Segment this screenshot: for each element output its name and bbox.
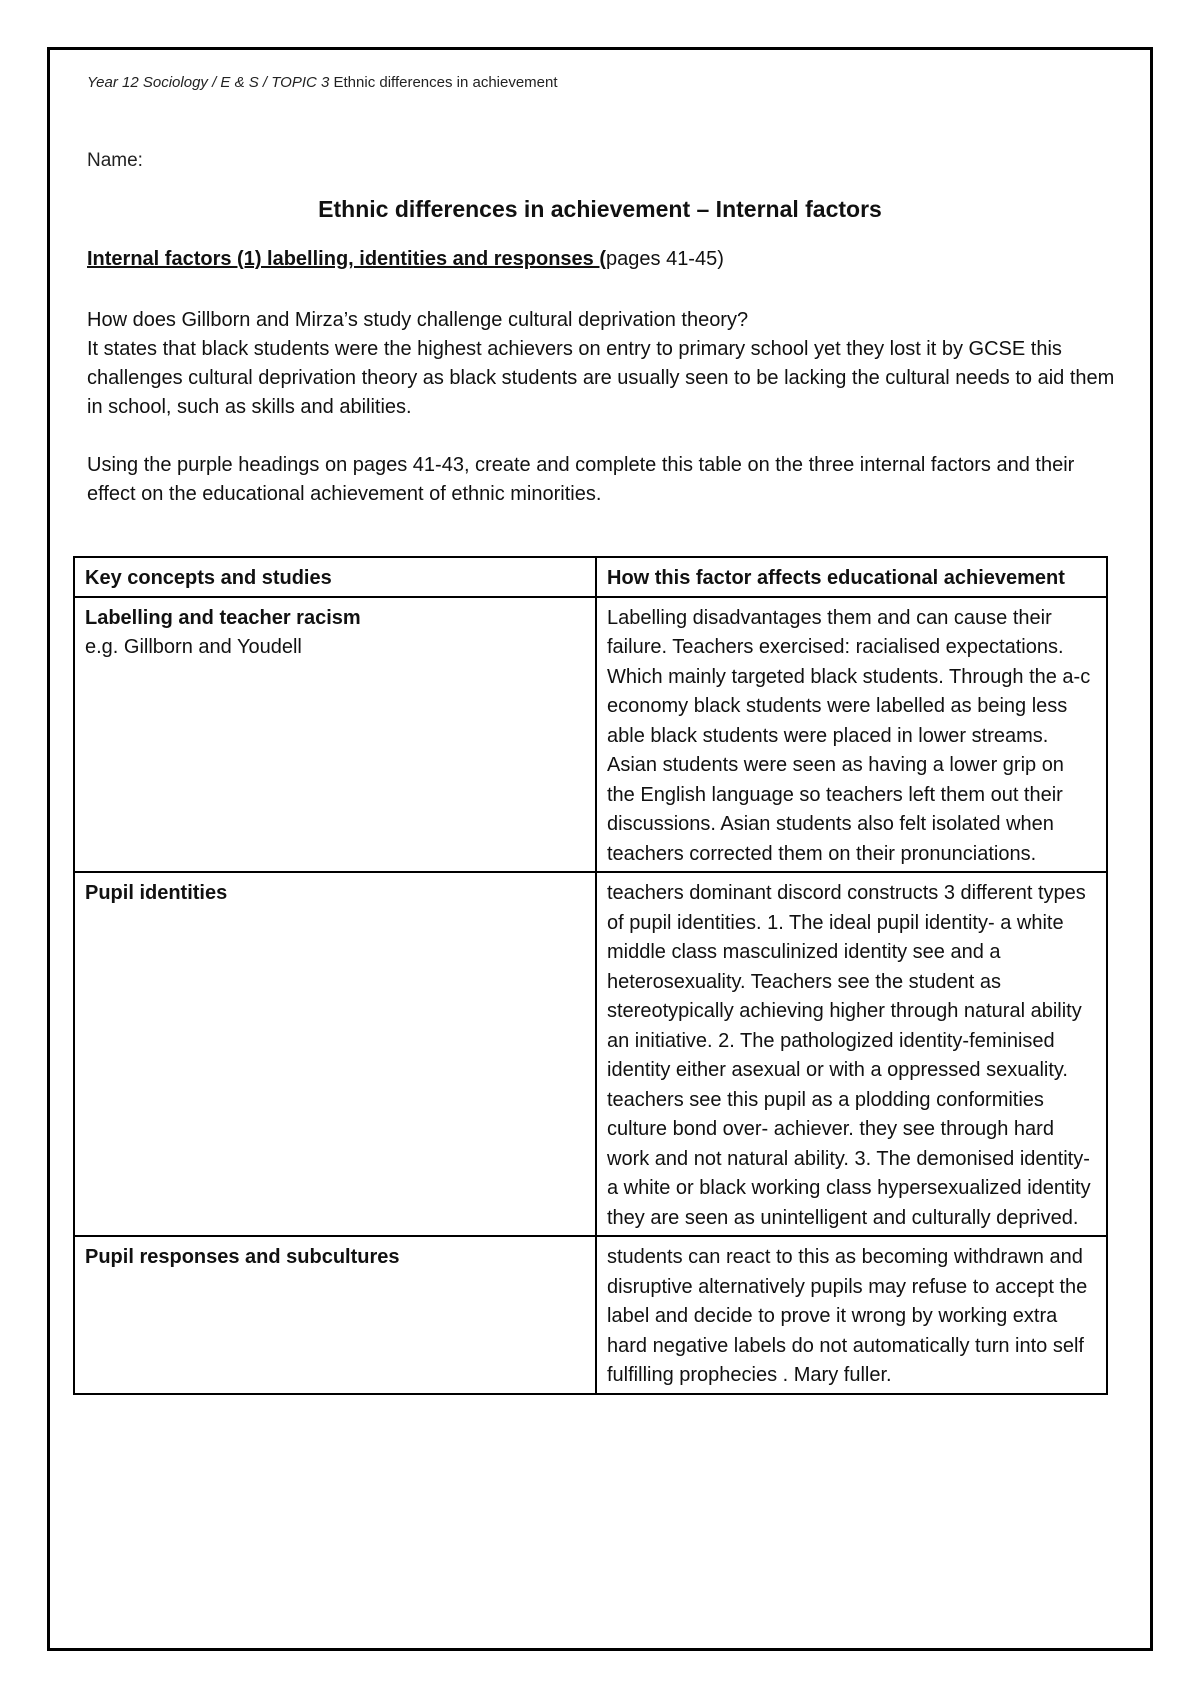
concept-cell <box>74 1236 596 1394</box>
header-breadcrumb-rest: Ethnic differences in achievement <box>329 74 558 91</box>
effect-cell: teachers dominant discord constructs 3 different types of pupil identities. 1. The ideal pupil identity- a white middle class masculinized identity see and a heterosexuality. Teachers see the student as stereotypically achieving higher through natural ability an initiative. 2. The pathologized identity-feminised identity either asexual or with a oppressed sexuality. teachers see this pupil as a plodding conformities culture bond over- achiever. they see through hard work and not natural ability. 3. The demonised identity- a white or black working class hypersexualized identity they are seen as unintelligent and culturally deprived. <box>596 872 1107 1236</box>
concept-cell <box>74 872 596 1236</box>
document-header <box>87 74 558 91</box>
header-effect: How this factor affects educational achievement <box>596 557 1107 597</box>
answer-text: It states that black students were the highest achievers on entry to primary school yet they lost it by GCSE this challenges cultural deprivation theory as black students are usually seen to be lacking the cultural needs to aid them in school, such as skills and abilities. <box>87 338 1115 418</box>
concept-example: e.g. Gillborn and Youdell <box>85 636 302 658</box>
section-heading <box>87 248 724 271</box>
header-key-concepts: Key concepts and studies <box>74 557 596 597</box>
factors-table <box>73 556 1108 1395</box>
effect-cell: students can react to this as becoming withdrawn and disruptive alternatively pupils may refuse to accept the label and decide to prove it wrong by working extra hard negative labels do not automatically turn into self fulfilling prophecies . Mary fuller. <box>596 1236 1107 1394</box>
page-title: Ethnic differences in achievement – Internal factors <box>318 196 882 222</box>
concept-title: Labelling and teacher racism <box>85 606 361 629</box>
question-text: How does Gillborn and Mirza’s study challenge cultural deprivation theory? <box>87 309 749 331</box>
effect-cell: Labelling disadvantages them and can cause their failure. Teachers exercised: racialised expectations. Which mainly targeted black students. Through the a-c economy black students were labelled as being less able black students were placed in lower streams. Asian students were seen as having a lower grip on the English language so teachers left them out their discussions. Asian students also felt isolated when teachers corrected them on their pronunciations. <box>596 597 1107 873</box>
header-breadcrumb-italic: Year 12 Sociology / E & S / TOPIC 3 <box>87 74 330 91</box>
section-heading-pages: pages 41-45) <box>606 248 724 270</box>
table-row <box>74 597 1107 873</box>
concept-cell <box>74 597 596 873</box>
instruction-text: Using the purple headings on pages 41-43, create and complete this table on the three internal factors and their effect on the educational achievement of ethnic minorities. <box>87 454 1075 505</box>
concept-title: Pupil responses and subcultures <box>85 1246 400 1268</box>
name-label: Name: <box>87 150 143 171</box>
table-row <box>74 1236 1107 1394</box>
table-row <box>74 872 1107 1236</box>
section-heading-text: Internal factors (1) labelling, identities and responses ( <box>87 248 607 270</box>
concept-title: Pupil identities <box>85 882 228 904</box>
table-header-row <box>74 557 1107 597</box>
